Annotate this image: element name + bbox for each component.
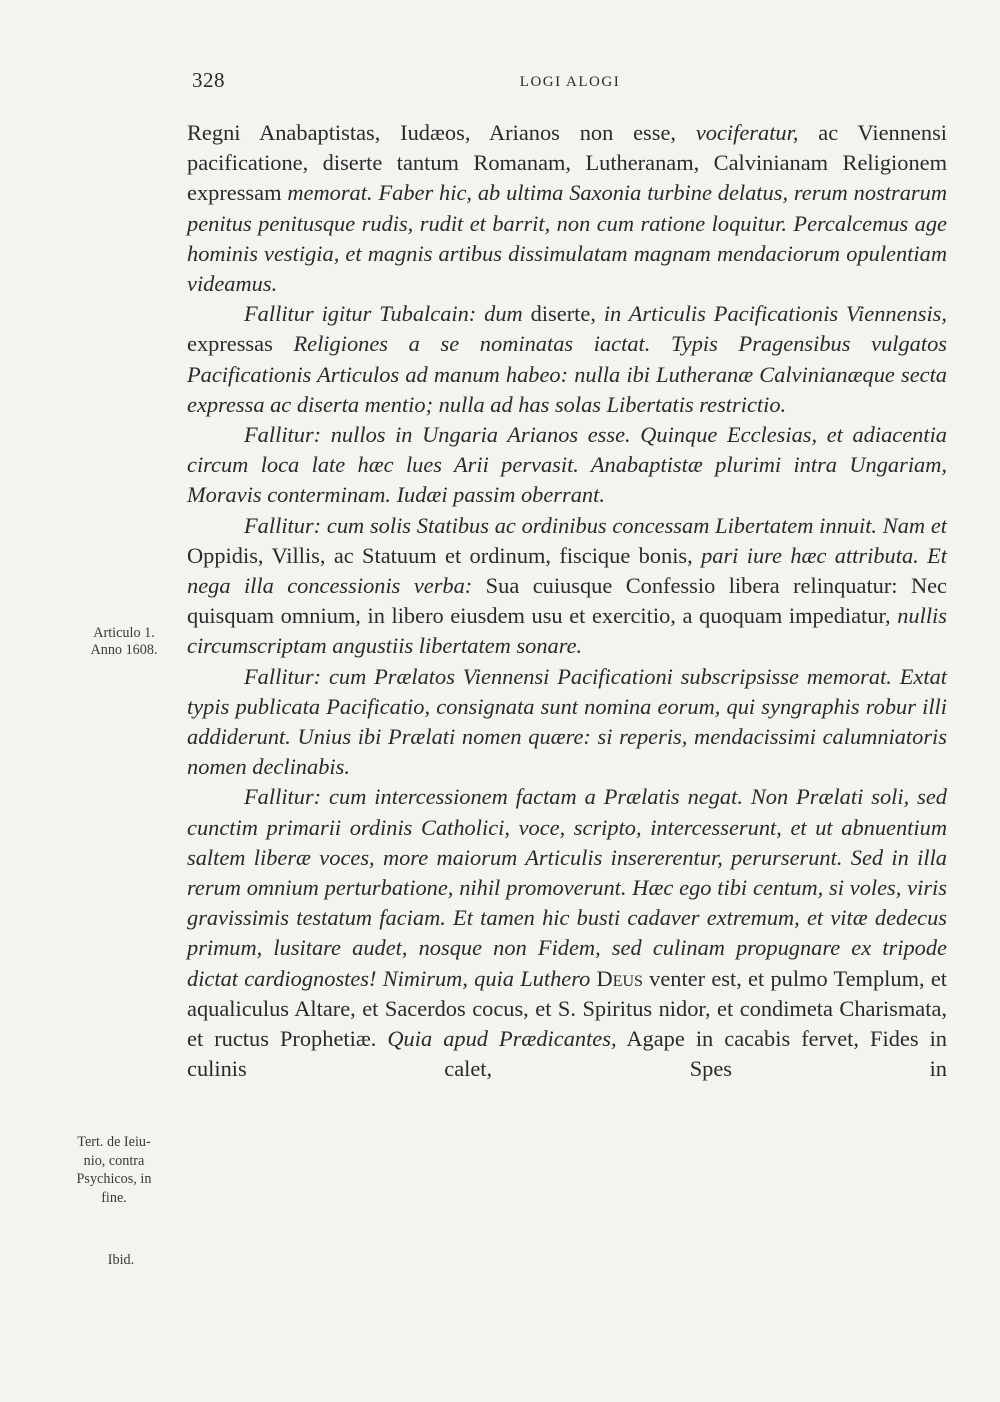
margin-note-line: Psychicos, in (76, 1171, 152, 1187)
margin-note-line: Tert. de Ieiu- (77, 1134, 151, 1150)
paragraph (187, 662, 947, 783)
page-number: 328 (192, 68, 225, 92)
paragraph (187, 511, 947, 662)
roman-text: Agape in cacabis fervet, Fides in culinis calet, Spes in (187, 1026, 947, 1082)
roman-text: ac Viennensi pacificatione, diserte tantum Romanam, Lutheranam, Calvinianam Religionem expressam (187, 120, 947, 206)
paragraph (187, 782, 947, 1084)
paragraph (187, 299, 947, 420)
margin-note-line: Ibid. (107, 1252, 135, 1268)
italic-text: pari iure hæc attributa. Et nega illa concessionis verba: (187, 542, 947, 599)
italic-text: vociferatur, (695, 120, 799, 145)
paragraph (187, 420, 947, 511)
italic-text: Fallitur: cum intercessionem factam a Prælatis negat. Non Prælati soli, sed cunctim primarii ordinis Catholici, voce, scripto, intercesserunt, et ut abnuentium saltem liberæ voces, more maiorum Articulis insererentur, perurserunt. Sed in illa rerum omnium perturbatione, nihil promoverunt. Hæc ego tibi centum, si voles, viris gravissimis testatum faciam. Et tamen hic busti cadaver extremum, et vitæ dedecus primum, lusitare audet, nosque non Fidem, sed culinam propugnare ex tripode dictat cardiognostes! Nimirum, quia Luthero (187, 784, 947, 991)
roman-text: Deus (596, 965, 643, 991)
italic-text: Religiones a se nominatas iactat. Typis Pragensibus vulgatos Pacificationis Articulos ad manum habeo: nulla ibi Lutheranæ Calvinianæque secta expressa ac diserta mentio; nulla ad has solas Libertatis restrictio. (187, 331, 948, 417)
italic-text: memorat. Faber hic, ab ultima Saxonia turbine delatus, rerum nostrarum penitus penitusque rudis, rudit et barrit, non cum ratione loquitur. Percalcemus age hominis vestigia, et magnis artibus dissimulatam magnam mendaciorum opulentiam videamus. (187, 180, 947, 297)
margin-note-line: nio, contra (83, 1152, 145, 1169)
margin-note-line: Anno 1608. (90, 642, 158, 658)
margin-note-tertullian (56, 1133, 172, 1207)
paragraph (187, 118, 947, 299)
roman-text: Sua cuiusque Confessio libera relinquatur: Nec quisquam omnium, in libero eiusdem usu et exercitio, a quoquam impediatur, (187, 573, 947, 629)
margin-note-ibid (63, 1252, 179, 1269)
italic-text: Fallitur: cum solis Statibus ac ordinibus concessam Libertatem innuit. Nam et (244, 512, 947, 538)
italic-text: Fallitur igitur Tubalcain: dum (244, 301, 523, 327)
margin-note-line: Articulo 1. (93, 625, 155, 641)
italic-text: in Articulis Pacificationis Viennensis, (603, 301, 947, 327)
roman-text: expressas (187, 331, 294, 357)
italic-text: Fallitur: nullos in Ungaria Arianos esse. Quinque Ecclesias, et adiacentia circum loca late hæc lues Arii pervasit. Anabaptistæ plurimi intra Ungariam, Moravis conterminam. Iudæi passim oberrant. (187, 422, 947, 508)
italic-text: Fallitur: cum Prælatos Viennensi Pacificationi subscripsisse memorat. Extat typis publicata Pacificatio, consignata sunt nomina eorum, qui syngraphis robur illi addiderunt. Unius ibi Prælati nomen quære: si reperis, mendacissimi calumniatoris nomen declinabis. (187, 663, 947, 780)
roman-text: Oppidis, Villis, ac Statuum et ordinum, fiscique bonis, (187, 542, 702, 568)
margin-note-line: fine. (101, 1189, 127, 1206)
body-text (187, 118, 947, 1085)
margin-note-articulo (66, 625, 182, 659)
roman-text: Regni Anabaptistas, Iudæos, Arianos non esse, (187, 120, 696, 145)
roman-text: venter est, et pulmo Templum, et aqualiculus Altare, et Sacerdos cocus, et S. Spiritus nidor, et condimeta Charismata, et ructus Prophetiæ. (187, 965, 947, 1052)
running-title: LOGI ALOGI (519, 74, 621, 90)
italic-text: Quia apud Prædicantes, (387, 1026, 617, 1052)
roman-text: diserte, (522, 301, 604, 327)
italic-text: nullis circumscriptam angustiis libertatem sonare. (187, 603, 947, 659)
